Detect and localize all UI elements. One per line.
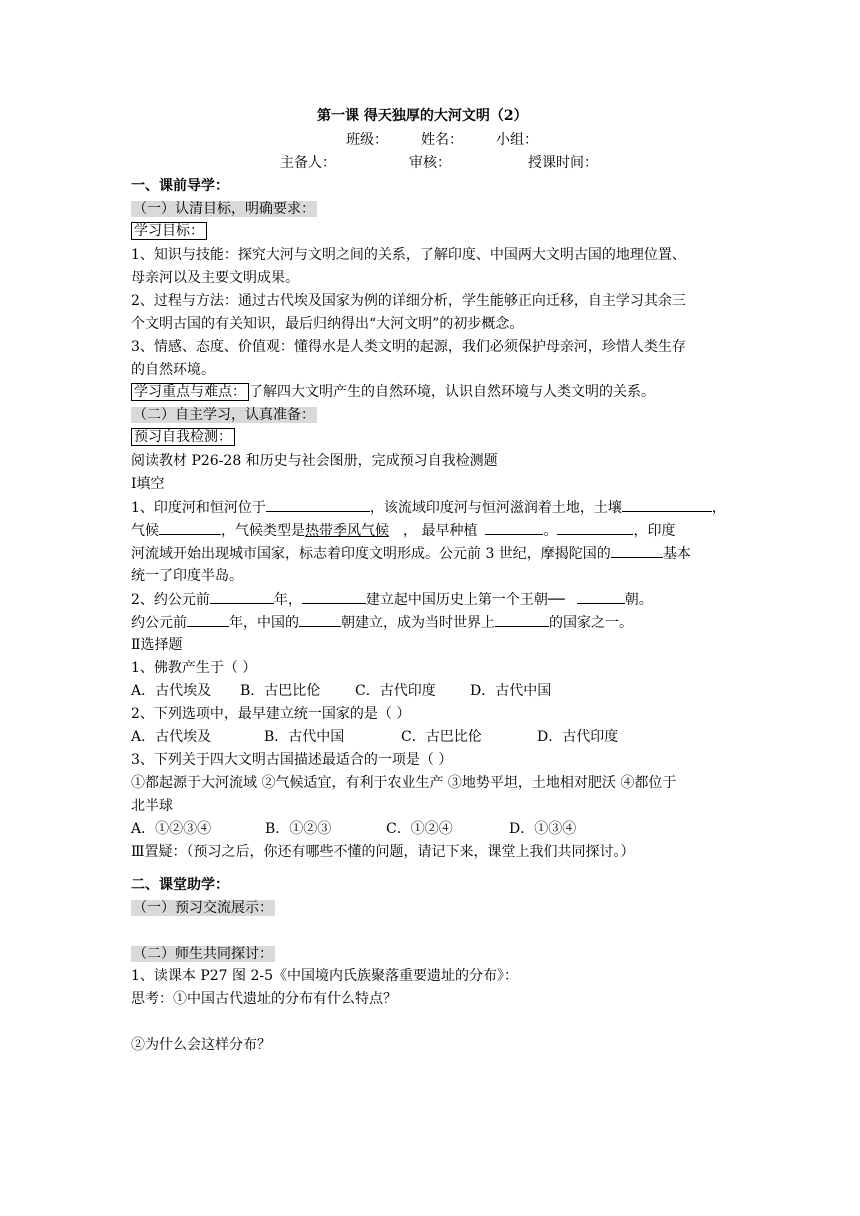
q1-option-c[interactable]: C．古代印度 bbox=[355, 683, 436, 699]
blank-climate[interactable] bbox=[159, 520, 221, 535]
climate-type-answer: 热带季风气候 bbox=[305, 523, 389, 539]
question-3: 3、下列关于四大文明古国描述最适合的一项是（ ） bbox=[131, 752, 453, 768]
blank-year-1[interactable] bbox=[210, 589, 274, 604]
fill-1-text-h: ，印度 bbox=[633, 523, 676, 539]
section-heading-preclass: 一、课前导学： bbox=[131, 178, 229, 194]
blank-ruler[interactable] bbox=[611, 543, 663, 558]
blank-soil[interactable] bbox=[622, 497, 712, 512]
blank-status[interactable] bbox=[495, 612, 549, 627]
fill-1-text-g: 。 bbox=[543, 523, 558, 539]
blank-crop[interactable] bbox=[485, 520, 543, 535]
fill-1-text-b: ，该流域印度河与恒河滋润着土地，土壤 bbox=[369, 500, 622, 516]
goal-2-line-1: 2、过程与方法：通过古代埃及国家为例的详细分析，学生能够正向迁移，自主学习其余三 bbox=[131, 293, 686, 309]
name-label: 姓名： bbox=[421, 132, 463, 148]
blank-location[interactable] bbox=[266, 497, 370, 512]
q2-option-c[interactable]: C．古巴比伦 bbox=[401, 729, 482, 745]
discussion-item-1: 1、读课本 P27 图 2-5《中国境内氏族聚落重要遗址的分布》： bbox=[131, 968, 519, 984]
preview-check-box: 预习自我检测： bbox=[131, 428, 235, 446]
subsection-preview-exchange: （一）预习交流展示： bbox=[133, 900, 273, 916]
q3-statements-line-1: ①都起源于大河流域 ②气候适宜，有利于农业生产 ③地势平坦，土地相对肥沃 ④都位于 bbox=[131, 775, 677, 791]
blank-dynasty-1[interactable] bbox=[577, 589, 625, 604]
q1-option-a[interactable]: A．古代埃及 bbox=[131, 683, 212, 699]
fill-1-text-j: 基本 bbox=[662, 546, 691, 562]
fill-2-text-b: 年， bbox=[273, 592, 302, 608]
fill-1-text-i: 河流域开始出现城市国家，标志着印度文明形成。公元前 3 世纪，摩揭陀国的 bbox=[131, 546, 611, 562]
preparer-label: 主备人： bbox=[280, 155, 336, 171]
learning-goals-box: 学习目标： bbox=[131, 222, 207, 240]
fill-in-heading: Ⅰ填空 bbox=[131, 476, 165, 492]
goal-1-line-1: 1、知识与技能：探究大河与文明之间的关系，了解印度、中国两大文明古国的地理位置、 bbox=[131, 247, 686, 263]
q3-statements-line-2: 北半球 bbox=[131, 798, 173, 814]
fill-1-text-k: 统一了印度半岛。 bbox=[131, 568, 243, 584]
think-question-1: 思考：①中国古代遗址的分布有什么特点？ bbox=[131, 991, 397, 1007]
fill-2-text-f: 年，中国的 bbox=[229, 615, 299, 631]
section-heading-in-class: 二、课堂助学： bbox=[131, 877, 229, 893]
goal-2-line-2: 个文明古国的有关知识，最后归纳得出“大河文明”的初步概念。 bbox=[131, 316, 524, 332]
doubt-prompt: Ⅲ置疑：（预习之后，你还有哪些不懂的问题，请记下来，课堂上我们共同探讨。） bbox=[131, 844, 635, 860]
subsection-discussion: （二）师生共同探讨： bbox=[133, 946, 273, 962]
q1-option-b[interactable]: B．古巴比伦 bbox=[240, 683, 321, 699]
page-title: 第一课 得天独厚的大河文明（2） bbox=[317, 108, 528, 124]
q3-option-c[interactable]: C．①②④ bbox=[386, 821, 453, 837]
fill-1-text-c: ， bbox=[711, 500, 726, 516]
key-points-text: 了解四大文明产生的自然环境，认识自然环境与人类文明的关系。 bbox=[249, 384, 655, 400]
subsection-goals-heading: （一）认清目标，明确要求： bbox=[133, 201, 315, 217]
goal-1-line-2: 母亲河以及主要文明成果。 bbox=[131, 270, 299, 286]
fill-2-text-a: 2、约公元前 bbox=[131, 592, 210, 608]
fill-2-text-e: 约公元前 bbox=[131, 615, 187, 631]
q3-option-b[interactable]: B．①②③ bbox=[265, 821, 332, 837]
subsection-self-study-heading: （二）自主学习，认真准备： bbox=[133, 407, 315, 423]
q2-option-a[interactable]: A．古代埃及 bbox=[131, 729, 212, 745]
fill-1-text-d: 气候 bbox=[131, 523, 159, 539]
q3-option-a[interactable]: A．①②③④ bbox=[131, 821, 212, 837]
fill-1-text-f: ， 最早种植 bbox=[403, 523, 478, 539]
goal-3-line-2: 的自然环境。 bbox=[131, 362, 215, 378]
fill-2-text-c: 建立起中国历史上第一个王朝── bbox=[365, 592, 565, 608]
class-label: 班级： bbox=[346, 132, 388, 148]
choice-heading: Ⅱ选择题 bbox=[131, 637, 183, 653]
fill-2-text-g: 朝建立，成为当时世界上 bbox=[341, 615, 495, 631]
reading-instruction: 阅读教材 P26-28 和历史与社会图册，完成预习自我检测题 bbox=[131, 453, 498, 469]
question-2: 2、下列选项中，最早建立统一国家的是（ ） bbox=[131, 706, 411, 722]
blank-dynasty-2[interactable] bbox=[299, 612, 341, 627]
blank-founder[interactable] bbox=[302, 589, 366, 604]
q2-option-b[interactable]: B．古代中国 bbox=[264, 729, 345, 745]
reviewer-label: 审核： bbox=[409, 155, 451, 171]
q1-option-d[interactable]: D．古代中国 bbox=[470, 683, 552, 699]
fill-1-text-e: ，气候类型是 bbox=[221, 523, 305, 539]
key-points-box: 学习重点与难点： bbox=[131, 383, 249, 401]
think-question-2: ②为什么会这样分布？ bbox=[131, 1037, 271, 1053]
fill-2-text-d: 朝。 bbox=[624, 592, 653, 608]
blank-time[interactable] bbox=[557, 520, 633, 535]
group-label: 小组： bbox=[496, 132, 538, 148]
fill-1-text-a: 1、印度河和恒河位于 bbox=[131, 500, 266, 516]
question-1: 1、佛教产生于（ ） bbox=[131, 660, 257, 676]
lesson-time-label: 授课时间： bbox=[528, 155, 598, 171]
blank-year-2[interactable] bbox=[187, 612, 229, 627]
q2-option-d[interactable]: D．古代印度 bbox=[537, 729, 619, 745]
goal-3-line-1: 3、情感、态度、价值观：懂得水是人类文明的起源，我们必须保护母亲河，珍惜人类生存 bbox=[131, 339, 686, 355]
q3-option-d[interactable]: D．①③④ bbox=[509, 821, 577, 837]
fill-2-text-h: 的国家之一。 bbox=[549, 615, 633, 631]
